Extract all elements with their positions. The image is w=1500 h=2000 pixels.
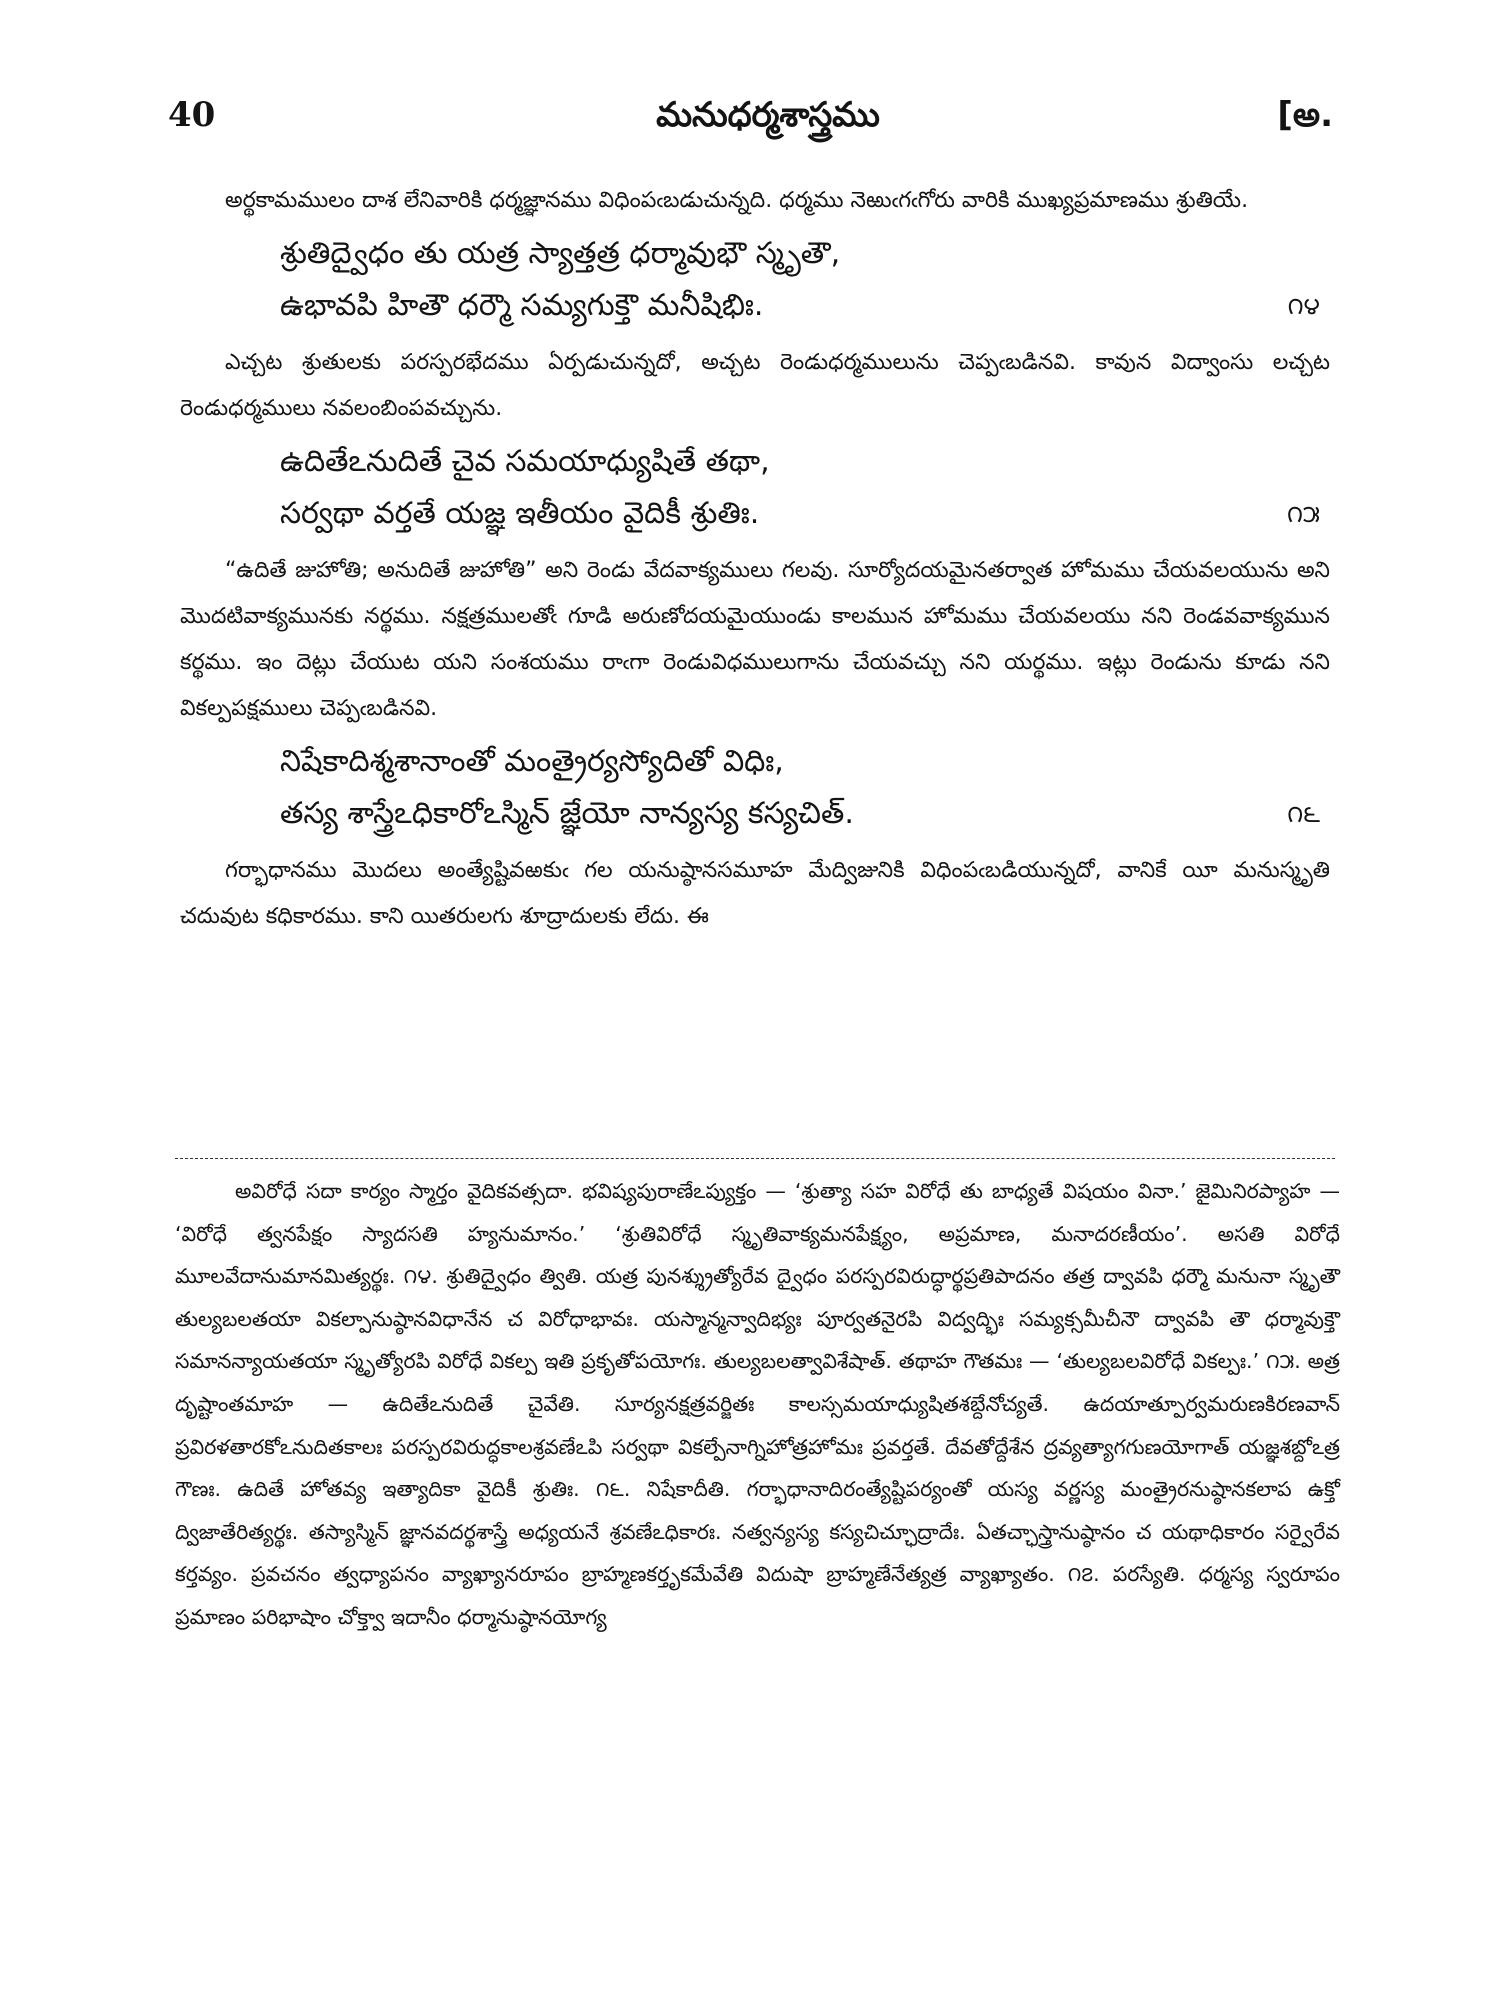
verse-15 [180, 436, 1330, 540]
verse-line [180, 280, 1330, 332]
footnote-divider [175, 1158, 1335, 1159]
verse-number: ౧౪ [1287, 292, 1320, 320]
verse-line [180, 488, 1330, 540]
verse-text: ఉభావపి హితౌ ధర్మౌ సమ్యగుక్తౌ మనీషిభిః. [280, 288, 764, 323]
verse-text: సర్వథా వర్తతే యజ్ఞ ఇతీయం వైదికీ శ్రుతిః. [280, 496, 760, 531]
paragraph: “ఉదితే జుహోతి; అనుదితే జుహోతి” అని రెండు వేదవాక్యములు గలవు. సూర్యోదయమైనతర్వాత హోమము చేయవలయును అని మొదటివాక్యమునకు నర్థము. నక్షత్రములతోఁ గూడి అరుణోదయమైయుండు కాలమున హోమము చేయవలయు నని రెండవవాక్యమున కర్థము. ఇం దెట్లు చేయుట యని సంశయము రాఁగా రెండువిధములుగాను చేయవచ్చు నని యర్థము. ఇట్లు రెండును కూడు నని వికల్పపక్షములు చెప్పఁబడినవి. [180, 558, 1330, 721]
verse-line: ఉదితేఽనుదితే చైవ సమయాధ్యుషితే తథా, [280, 444, 770, 479]
running-title: మనుధర్మశాస్త్రము [656, 95, 880, 135]
paragraph: ఎచ్చట శ్రుతులకు పరస్పరభేదము ఏర్పడుచున్నదో, అచ్చట రెండుధర్మములును చెప్పఁబడినవి. కావున విద్వాంసు లచ్చట రెండుధర్మములు నవలంబింపవచ్చును. [180, 350, 1330, 421]
verse-14 [180, 228, 1330, 332]
verse-line [180, 788, 1330, 840]
verse-line: శ్రుతిద్వైధం తు యత్ర స్యాత్తత్ర ధర్మావుభౌ స్మృతౌ, [280, 236, 841, 271]
section-mark: [అ. [1277, 95, 1333, 135]
intro-paragraph: అర్థకామములం దాశ లేనివారికి ధర్మజ్ఞానము విధింపఁబడుచున్నది. ధర్మము నెఱుఁగఁగోరు వారికి ముఖ్యప్రమాణము శ్రుతియే. [225, 188, 1249, 213]
sanskrit-commentary [175, 1170, 1340, 1639]
verse-line: నిషేకాదిశ్మశానాంతో మంత్రైర్యస్యోదితో విధిః, [280, 744, 784, 779]
verse-number: ౧౫ [1286, 500, 1320, 528]
commentary-paragraph: అవిరోధే సదా కార్యం స్మార్తం వైదికవత్సదా. భవిష్యపురాణేఽప్యుక్తం — ‘శ్రుత్యా సహ విరోధే తు బాధ్యతే విషయం వినా.’ జైమినిరప్యాహ — ‘విరోధే త్వనపేక్షం స్యాదసతి హ్యనుమానం.’ ‘శ్రుతివిరోధే స్మృతివాక్యమనపేక్ష్యం, అప్రమాణ, మనాదరణీయం’. అసతి విరోధే మూలవేదానుమానమిత్యర్థః. ౧౪. శ్రుతిద్వైధం త్వితి. యత్ర పునశ్శ్రుత్యోరేవ ద్వైధం పరస్పరవిరుద్ధార్థప్రతిపాదనం తత్ర ద్వావపి ధర్మౌ మనునా స్మృతౌ తుల్యబలతయా వికల్పానుష్ఠానవిధానేన చ విరోధాభావః. యస్మాన్మన్వాదిభ్యః పూర్వతనైరపి విద్వద్భిః సమ్యక్సమీచీనౌ ద్వావపి తౌ ధర్మావుక్తౌ సమానన్యాయతయా స్మృత్యోరపి విరోధే వికల్ప ఇతి ప్రకృతోపయోగః. తుల్యబలత్వావిశేషాత్. తథాహ గౌతమః — ‘తుల్యబలవిరోధే వికల్పః.’ ౧౫. అత్ర దృష్టాంతమాహ — ఉదితేఽనుదితే చైవేతి. సూర్యనక్షత్రవర్జితః కాలస్సమయాధ్యుషితశబ్దేనోచ్యతే. ఉదయాత్పూర్వమరుణకిరణవాన్ ప్రవిరళతారకోఽనుదితకాలః పరస్పరవిరుద్ధకాలశ్రవణేఽపి సర్వథా వికల్పేనాగ్నిహోత్రహోమః ప్రవర్తతే. దేవతోద్దేశేన ద్రవ్యత్యాగగుణయోగాత్ యజ్ఞశబ్దోఽత్ర గౌణః. ఉదితే హోతవ్య ఇత్యాదికా వైదికీ శ్రుతిః. ౧౬. నిషేకాదీతి. గర్భాధానాదిరంత్యేష్టిపర్యంతో యస్య వర్ణస్య మంత్రైరనుష్ఠానకలాప ఉక్తో ద్విజాతేరిత్యర్థః. తస్యాస్మిన్ జ్ఞానవదర్థశాస్త్రే అధ్యయనే శ్రవణేఽధికారః. నత్వన్యస్య కస్యచిచ్ఛూద్రాదేః. ఏతచ్ఛాస్త్రానుష్ఠానం చ యథాధికారం సర్వైరేవ కర్తవ్యం. ప్రవచనం త్వధ్యాపనం వ్యాఖ్యానరూపం బ్రాహ్మణకర్తృకమేవేతి విదుషా బ్రాహ్మణేనేత్యత్ర వ్యాఖ్యాతం. ౧౭. పరస్యేతి. ధర్మస్య స్వరూపం ప్రమాణం పరిభాషాం చోక్త్వా ఇదానీం ధర్మానుష్ఠానయోగ్య [175, 1179, 1340, 1629]
page-header [168, 95, 1333, 145]
page-number: 40 [168, 95, 216, 135]
main-text [180, 178, 1330, 940]
verse-text: తస్య శాస్త్రేఽధికారోఽస్మిన్ జ్ఞేయో నాన్యస్య కస్యచిత్. [280, 796, 854, 831]
verse-number: ౧౬ [1287, 800, 1320, 828]
verse-16 [180, 736, 1330, 840]
paragraph: గర్భాధానము మొదలు అంత్యేష్టివఱకుఁ గల యనుష్ఠానసమూహ మేద్విజునికి విధింపఁబడియున్నదో, వానికే యీ మనుస్మృతి చదువుట కధికారము. కాని యితరులగు శూద్రాదులకు లేదు. ఈ [180, 858, 1330, 929]
